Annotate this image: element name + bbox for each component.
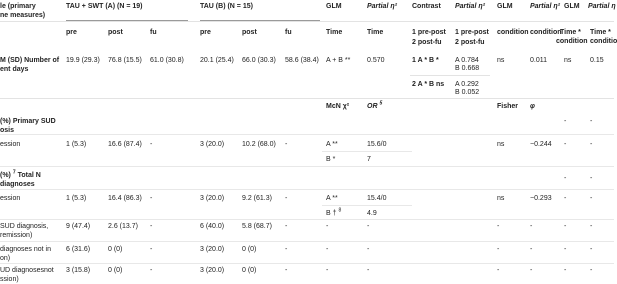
row1-tc-eta: 0.15 (590, 57, 604, 64)
last-row-label-2: ssion) (0, 276, 19, 283)
primary-b-post: 10.2 (68.0) (242, 141, 276, 148)
last-dash-1: - (564, 267, 567, 274)
total-rule (0, 219, 614, 220)
section1-label-2: osis (0, 127, 15, 134)
b-post-header: post (242, 29, 257, 36)
sud-b-post: 5.8 (68.7) (242, 223, 272, 230)
sud-b-pre: 6 (40.0) (200, 223, 225, 230)
section1-rule (0, 134, 614, 135)
partial-eta-header: Partial η² (367, 3, 397, 10)
section1-dash-2: - (590, 118, 593, 125)
sud-row-label: SUD diagnosis, (0, 223, 49, 230)
glm-header-2: GLM (497, 3, 513, 10)
total-mcn-divider (322, 205, 412, 206)
primary-or-b: 7 (367, 156, 371, 163)
row1-glm: A + B ** (326, 57, 351, 64)
contrast-post-fu: 2 post-fu (412, 39, 442, 46)
row1-cond-eta: 0.011 (530, 57, 547, 64)
last-dash-2: - (590, 267, 593, 274)
primary-b-pre: 3 (20.0) (200, 141, 225, 148)
partial-eta-header-3: Partial η² (530, 3, 560, 10)
notin-rule (0, 263, 614, 264)
total-a-pre: 1 (5.3) (66, 195, 87, 202)
section2-label: (%) $^7$ Total N (0, 169, 41, 179)
variable-header-line1: le (primary (0, 3, 36, 10)
sud-a-pre: 9 (47.4) (66, 223, 91, 230)
last-a-fu: - (150, 267, 153, 274)
fisher-header: Fisher (497, 103, 519, 110)
a-pre-header: pre (66, 29, 77, 36)
sud-phi: - (530, 223, 533, 230)
header-rule (0, 21, 614, 22)
section1-label: (%) Primary SUD (0, 118, 56, 125)
sud-a-fu: - (150, 223, 153, 230)
notin-a-pre: 6 (31.6) (66, 246, 91, 253)
section1-dash-1: - (564, 118, 567, 125)
row1-b-pre: 20.1 (25.4) (200, 57, 234, 64)
notin-or: - (367, 246, 370, 253)
total-dash-1: - (564, 195, 567, 202)
last-or: - (367, 267, 370, 274)
primary-dash-1: - (564, 141, 567, 148)
last-row-label: UD diagnosesnot (0, 267, 54, 274)
sud-dash-2: - (590, 223, 593, 230)
time-condition-header-2b: conditio (590, 38, 617, 45)
row1-b-fu: 58.6 (38.4) (285, 57, 319, 64)
total-mcn-b: B † $^8$ (326, 207, 342, 217)
primary-a-post: 16.6 (87.4) (108, 141, 142, 148)
time-condition-header: Time * (560, 29, 581, 36)
notin-b-pre: 3 (20.0) (200, 246, 225, 253)
primary-row-label: ession (0, 141, 21, 148)
row1-label-2: ent days (0, 66, 29, 73)
contrast-header: Contrast (412, 3, 441, 10)
total-dash-2: - (590, 195, 593, 202)
section2-rule (0, 189, 614, 190)
sud-mcn: - (326, 223, 329, 230)
notin-a-fu: - (150, 246, 153, 253)
total-or-b: 4.9 (367, 210, 377, 217)
primary-mcn-a: A ** (326, 141, 338, 148)
condition-header: condition (497, 29, 529, 36)
time-condition-header-2: Time * (590, 29, 611, 36)
notin-dash-1: - (564, 246, 567, 253)
sud-fisher: - (497, 223, 500, 230)
row1-eta-c1b: B 0.668 (455, 65, 480, 72)
sud-a-post: 2.6 (13.7) (108, 223, 138, 230)
notin-dash-2: - (590, 246, 593, 253)
contrast-pre-post: 1 pre-post (412, 29, 446, 36)
last-b-post: 0 (0) (242, 267, 257, 274)
total-phi: −0.293 (530, 195, 552, 202)
partial-eta-header-4: Partial η (588, 3, 616, 10)
eta-pre-post: 1 pre-post (455, 29, 489, 36)
last-a-post: 0 (0) (108, 267, 123, 274)
primary-b-fu: - (285, 141, 288, 148)
section2-dash-2: - (590, 175, 593, 182)
primary-fisher: ns (497, 141, 505, 148)
group-b-header: TAU (B) (N = 15) (200, 3, 253, 10)
contrast-divider (410, 75, 490, 76)
primary-a-fu: - (150, 141, 153, 148)
phi-header: φ (530, 103, 535, 110)
last-b-pre: 3 (20.0) (200, 267, 225, 274)
time-header-2: Time (367, 29, 384, 36)
total-row-label: ession (0, 195, 21, 202)
row1-eta-c1a: A 0.784 (455, 57, 479, 64)
last-a-pre: 3 (15.8) (66, 267, 91, 274)
total-fisher: ns (497, 195, 505, 202)
section2-dash-1: - (564, 175, 567, 182)
sud-or: - (367, 223, 370, 230)
notin-fisher: - (497, 246, 500, 253)
row1-cond: ns (497, 57, 505, 64)
a-fu-header: fu (150, 29, 157, 36)
last-b-fu: - (285, 267, 288, 274)
sud-row-label-2: remission) (0, 232, 33, 239)
notin-row-label: diagnoses not in (0, 246, 51, 253)
total-a-fu: - (150, 195, 153, 202)
primary-phi: −0.244 (530, 141, 552, 148)
row1-contrast-2: 2 A * B ns (412, 81, 445, 88)
notin-b-fu: - (285, 246, 288, 253)
primary-dash-2: - (590, 141, 593, 148)
notin-mcn: - (326, 246, 329, 253)
mcnemar-header: McN χ² (326, 103, 350, 110)
glm-header: GLM (326, 3, 342, 10)
total-b-post: 9.2 (61.3) (242, 195, 272, 202)
partial-eta-header-2: Partial η² (455, 3, 485, 10)
total-mcn-a: A ** (326, 195, 338, 202)
row1-rule (0, 98, 614, 99)
row1-eta-c2b: B 0.052 (455, 89, 480, 96)
b-pre-header: pre (200, 29, 211, 36)
section2-label-2: diagnoses (0, 181, 35, 188)
row1-eta: 0.570 (367, 57, 385, 64)
total-b-fu: - (285, 195, 288, 202)
group-a-header: TAU + SWT (A) (N = 19) (66, 3, 143, 10)
odds-ratio-header: OR $^5$ (367, 100, 383, 110)
notin-row-label-2: on) (0, 255, 11, 262)
glm-header-3: GLM (564, 3, 580, 10)
total-a-post: 16.4 (86.3) (108, 195, 142, 202)
primary-mcn-divider (322, 151, 412, 152)
time-header: Time (326, 29, 343, 36)
primary-rule (0, 166, 614, 167)
last-fisher: - (497, 267, 500, 274)
total-b-pre: 3 (20.0) (200, 195, 225, 202)
sud-b-fu: - (285, 223, 288, 230)
row1-eta-c2a: A 0.292 (455, 81, 479, 88)
a-post-header: post (108, 29, 123, 36)
primary-mcn-b: B * (326, 156, 336, 163)
last-mcn: - (326, 267, 329, 274)
row1-a-post: 76.8 (15.5) (108, 57, 142, 64)
row1-contrast-1: 1 A * B * (412, 57, 439, 64)
b-fu-header: fu (285, 29, 292, 36)
sud-rule (0, 241, 614, 242)
primary-or-a: 15.6/0 (367, 141, 387, 148)
notin-b-post: 0 (0) (242, 246, 257, 253)
last-phi: - (530, 267, 533, 274)
notin-a-post: 0 (0) (108, 246, 123, 253)
condition-header-2: condition (530, 29, 562, 36)
variable-header-line2: ne measures) (0, 12, 46, 19)
primary-a-pre: 1 (5.3) (66, 141, 87, 148)
eta-post-fu: 2 post-fu (455, 39, 485, 46)
row1-tc: ns (564, 57, 572, 64)
sud-dash-1: - (564, 223, 567, 230)
notin-phi: - (530, 246, 533, 253)
time-condition-header-b: condition (556, 38, 588, 45)
row1-a-pre: 19.9 (29.3) (66, 57, 100, 64)
row1-a-fu: 61.0 (30.8) (150, 57, 184, 64)
row1-label: M (SD) Number of (0, 57, 60, 64)
row1-b-post: 66.0 (30.3) (242, 57, 276, 64)
total-or-a: 15.4/0 (367, 195, 387, 202)
